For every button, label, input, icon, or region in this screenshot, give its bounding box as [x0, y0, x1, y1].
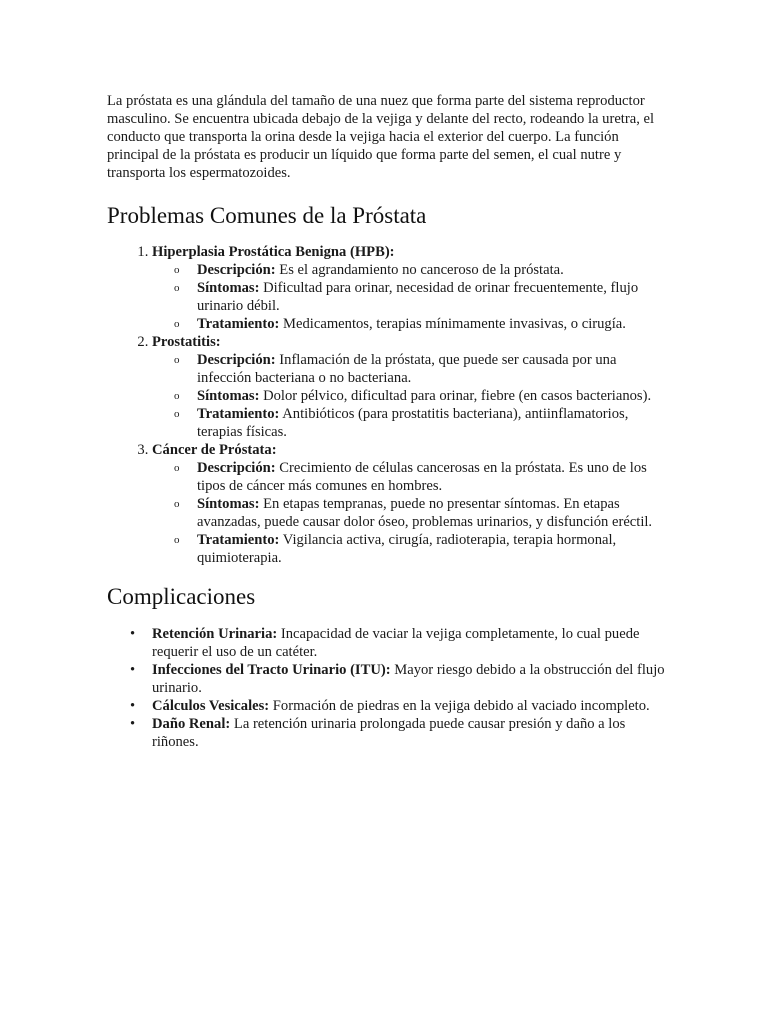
detail-label: Tratamiento: — [197, 316, 280, 332]
detail-text: Antibióticos (para prostatitis bacteriana), antiinflamatorios, terapias físicas. — [197, 406, 629, 440]
problem-title: Prostatitis: — [152, 334, 221, 350]
detail-text: Es el agrandamiento no canceroso de la próstata. — [275, 262, 564, 278]
problem-item — [152, 441, 667, 567]
problems-list — [107, 243, 667, 567]
problem-item — [152, 333, 667, 441]
heading-complicaciones: Complicaciones — [107, 584, 256, 609]
bullet-icon: • — [130, 626, 136, 642]
bullet-icon: • — [130, 662, 136, 678]
intro-paragraph: La próstata es una glándula del tamaño de una nuez que forma parte del sistema reproductor masculino. Se encuentra ubicada debajo de la vejiga y delante del recto, rodeando la uretra, el conducto que transporta la orina desde la vejiga hacia el exterior del cuerpo. La función principal de la próstata es producir un líquido que forma parte del semen, el cual nutre y transporta los espermatozoides. — [107, 93, 655, 181]
circle-bullet-icon: o — [174, 408, 180, 420]
problem-title: Cáncer de Próstata: — [152, 442, 277, 458]
problem-details — [152, 261, 667, 333]
complication-label: Retención Urinaria: — [152, 626, 278, 642]
complication-item — [130, 715, 667, 751]
detail-label: Descripción: — [197, 460, 276, 476]
bullet-icon: • — [130, 716, 136, 732]
circle-bullet-icon: o — [174, 282, 180, 294]
detail-item — [174, 495, 667, 531]
complication-text: Formación de piedras en la vejiga debido al vaciado incompleto. — [269, 698, 650, 714]
problem-details — [152, 351, 667, 441]
detail-text: Crecimiento de células cancerosas en la próstata. Es uno de los tipos de cáncer más comunes en hombres. — [197, 460, 647, 494]
detail-item — [174, 279, 667, 315]
complication-text: Incapacidad de vaciar la vejiga completamente, lo cual puede requerir el uso de un catéter. — [152, 626, 640, 660]
problem-title: Hiperplasia Prostática Benigna (HPB): — [152, 244, 395, 260]
complication-text: Mayor riesgo debido a la obstrucción del flujo urinario. — [152, 662, 665, 696]
detail-text: Medicamentos, terapias mínimamente invasivas, o cirugía. — [279, 316, 626, 332]
detail-label: Síntomas: — [197, 496, 260, 512]
detail-item — [174, 261, 667, 279]
detail-item — [174, 531, 667, 567]
complication-item — [130, 625, 667, 661]
detail-item — [174, 405, 667, 441]
complication-label: Cálculos Vesicales: — [152, 698, 270, 714]
circle-bullet-icon: o — [174, 534, 180, 546]
document-page — [107, 92, 667, 751]
complication-label: Infecciones del Tracto Urinario (ITU): — [152, 662, 391, 678]
heading-problemas: Problemas Comunes de la Próstata — [107, 203, 427, 228]
detail-item — [174, 315, 667, 333]
detail-text: En etapas tempranas, puede no presentar síntomas. En etapas avanzadas, puede causar dolor óseo, problemas urinarios, y disfunción eréctil. — [197, 496, 653, 530]
detail-item — [174, 459, 667, 495]
detail-label: Descripción: — [197, 352, 276, 368]
circle-bullet-icon: o — [174, 498, 180, 510]
problem-details — [152, 459, 667, 567]
detail-text: Vigilancia activa, cirugía, radioterapia, terapia hormonal, quimioterapia. — [197, 532, 617, 566]
circle-bullet-icon: o — [174, 264, 180, 276]
detail-text: Dificultad para orinar, necesidad de orinar frecuentemente, flujo urinario débil. — [197, 280, 639, 314]
detail-label: Síntomas: — [197, 388, 260, 404]
detail-text: Inflamación de la próstata, que puede ser causada por una infección bacteriana o no bacteriana. — [197, 352, 617, 386]
detail-label: Descripción: — [197, 262, 276, 278]
detail-label: Síntomas: — [197, 280, 260, 296]
bullet-icon: • — [130, 698, 136, 714]
complications-list — [107, 625, 667, 751]
circle-bullet-icon: o — [174, 354, 180, 366]
problem-item — [152, 243, 667, 333]
complication-label: Daño Renal: — [152, 716, 231, 732]
circle-bullet-icon: o — [174, 390, 180, 402]
complication-text: La retención urinaria prolongada puede causar presión y daño a los riñones. — [152, 716, 626, 750]
detail-text: Dolor pélvico, dificultad para orinar, fiebre (en casos bacterianos). — [259, 388, 652, 404]
circle-bullet-icon: o — [174, 318, 180, 330]
complication-item — [130, 661, 667, 697]
complication-item — [130, 697, 667, 715]
detail-item — [174, 387, 667, 405]
detail-label: Tratamiento: — [197, 532, 280, 548]
detail-item — [174, 351, 667, 387]
detail-label: Tratamiento: — [197, 406, 280, 422]
circle-bullet-icon: o — [174, 462, 180, 474]
